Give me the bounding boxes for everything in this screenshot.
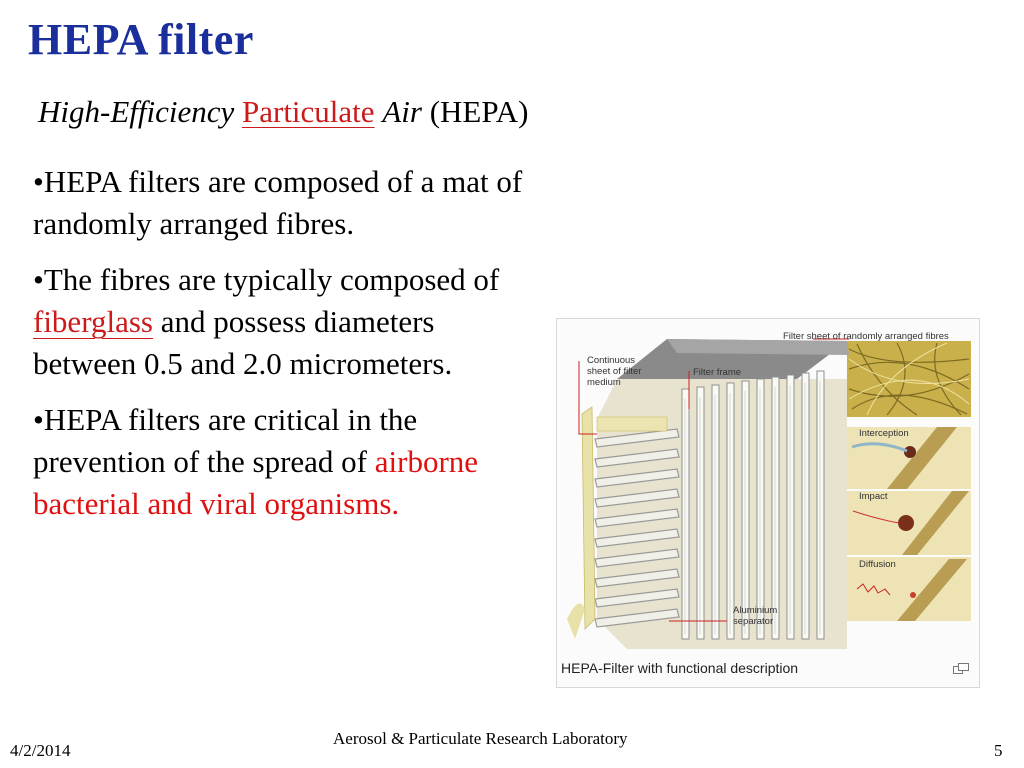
footer-date: 4/2/2014 xyxy=(10,741,71,760)
bullet-2 xyxy=(33,259,533,385)
hepa-filter-diagram xyxy=(557,319,979,657)
label-impact: Impact xyxy=(859,491,888,502)
label-continuous-3: medium xyxy=(587,377,621,388)
label-continuous-2: sheet of filter xyxy=(587,366,642,377)
bullet-1: •HEPA filters are composed of a mat of randomly arranged fibres. xyxy=(33,164,523,241)
subtitle xyxy=(38,94,528,130)
particulate-link[interactable]: Particulate xyxy=(242,94,375,129)
footer-lab-name: Aerosol & Particulate Research Laboratory xyxy=(333,729,628,748)
bullet-2-text-b: and possess diameters between 0.5 and 2.0 micrometers. xyxy=(33,304,453,381)
bullet-3-highlight: airborne bacterial and viral organisms. xyxy=(33,444,479,521)
label-continuous-1: Continuous xyxy=(587,355,636,366)
subtitle-part1: High-Efficiency xyxy=(38,94,235,129)
bullet-3 xyxy=(33,399,543,525)
label-aluminium-1: Aluminium xyxy=(733,605,778,616)
slide-title: HEPA filter xyxy=(28,15,254,64)
page-number: 5 xyxy=(994,741,1003,760)
bullet-2-text-a: •The fibres are typically composed of xyxy=(33,262,500,297)
subtitle-part3: Air xyxy=(382,94,422,129)
label-interception: Interception xyxy=(859,428,909,439)
figure-caption: HEPA-Filter with functional description xyxy=(561,660,799,676)
label-fibre-sheet: Filter sheet of randomly arranged fibres xyxy=(783,331,949,342)
label-aluminium-2: separator xyxy=(733,616,774,627)
expand-icon[interactable] xyxy=(953,663,969,675)
fiberglass-link[interactable]: fiberglass xyxy=(33,304,153,339)
bullet-3-text: •HEPA filters are critical in the prevention of the spread of xyxy=(33,402,418,479)
bullet-list xyxy=(33,161,563,539)
hepa-figure[interactable] xyxy=(556,318,980,688)
subtitle-part4: (HEPA) xyxy=(429,94,529,129)
label-filter-frame: Filter frame xyxy=(693,367,742,378)
label-diffusion: Diffusion xyxy=(859,559,896,570)
